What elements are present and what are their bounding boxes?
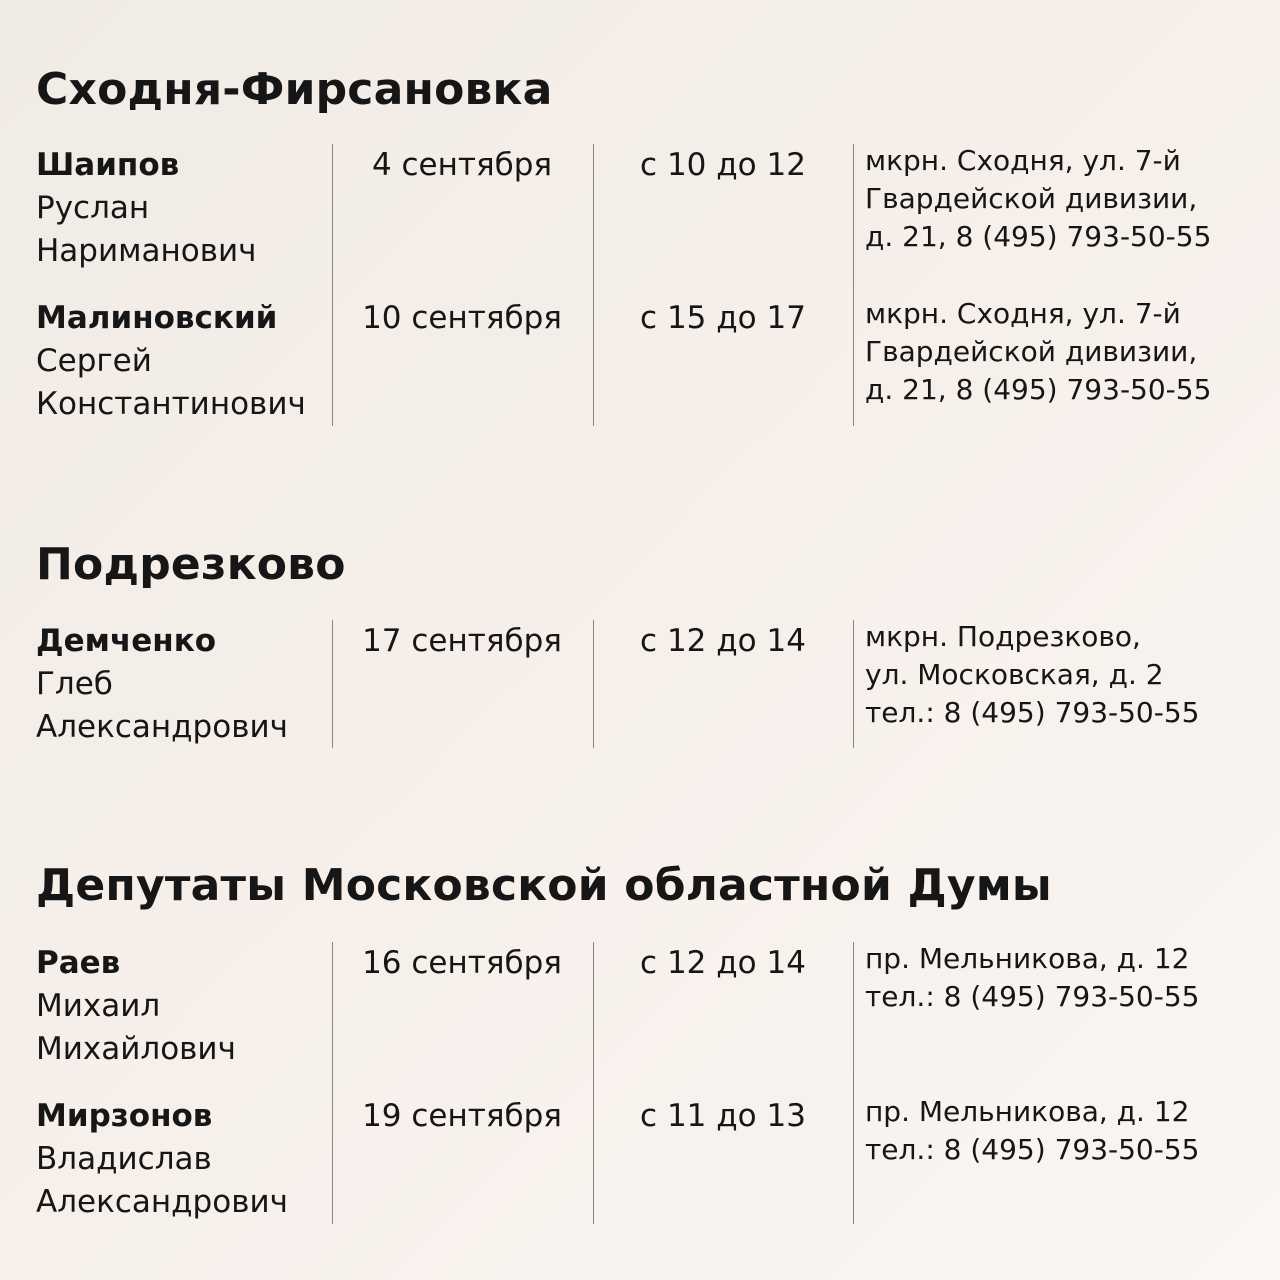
deputy-name [36, 297, 332, 426]
deputy-patronymic: Александрович [36, 1184, 288, 1220]
column-divider [853, 620, 854, 748]
address-line: пр. Мельникова, д. 12 [865, 942, 1190, 975]
deputy-given-name: Руслан [36, 190, 150, 226]
deputy-surname: Шаипов [36, 147, 180, 183]
deputy-patronymic: Александрович [36, 709, 288, 745]
deputy-patronymic: Михайлович [36, 1031, 236, 1067]
deputy-patronymic: Нариманович [36, 233, 257, 269]
reception-address [865, 618, 1245, 732]
deputy-given-name: Глеб [36, 666, 113, 702]
deputy-surname: Демченко [36, 623, 217, 659]
column-divider [853, 942, 854, 1224]
deputy-name [36, 942, 332, 1071]
schedule-entry [36, 942, 1246, 1224]
section-regional-duma-deputies [36, 858, 1246, 1220]
section-podrezkovo [36, 537, 1246, 745]
reception-time: с 10 до 12 [640, 147, 806, 183]
address-line: д. 21, 8 (495) 793-50-55 [865, 220, 1212, 253]
address-line: тел.: 8 (495) 793-50-55 [865, 980, 1200, 1013]
reception-address [865, 1093, 1245, 1169]
reception-date: 10 сентября [362, 300, 562, 336]
deputy-surname: Раев [36, 945, 121, 981]
reception-time: с 12 до 14 [640, 945, 806, 981]
address-line: мкрн. Сходня, ул. 7-й [865, 144, 1181, 177]
reception-time: с 15 до 17 [640, 300, 806, 336]
section-title: Депутаты Московской областной Думы [36, 860, 1052, 911]
column-divider [853, 144, 854, 426]
section-title: Подрезково [36, 539, 346, 590]
reception-date: 4 сентября [371, 147, 553, 183]
reception-date: 16 сентября [362, 945, 562, 981]
reception-address [865, 295, 1245, 409]
deputy-given-name: Владислав [36, 1141, 212, 1177]
address-line: тел.: 8 (495) 793-50-55 [865, 696, 1200, 729]
address-line: пр. Мельникова, д. 12 [865, 1095, 1190, 1128]
address-line: д. 21, 8 (495) 793-50-55 [865, 373, 1212, 406]
address-line: Гвардейской дивизии, [865, 182, 1198, 215]
schedule-entry [36, 620, 1246, 748]
section-title: Сходня-Фирсановка [36, 64, 553, 115]
deputy-surname: Мирзонов [36, 1098, 213, 1134]
reception-time: с 12 до 14 [640, 623, 806, 659]
section-skhodnya-firsanovka [36, 62, 1246, 422]
reception-time: с 11 до 13 [640, 1098, 806, 1134]
deputy-surname: Малиновский [36, 300, 278, 336]
reception-date: 17 сентября [362, 623, 562, 659]
address-line: мкрн. Подрезково, [865, 620, 1141, 653]
deputy-patronymic: Константинович [36, 386, 306, 422]
address-line: тел.: 8 (495) 793-50-55 [865, 1133, 1200, 1166]
deputy-name [36, 1095, 332, 1224]
deputy-given-name: Михаил [36, 988, 161, 1024]
deputy-name [36, 144, 332, 273]
address-line: Гвардейской дивизии, [865, 335, 1198, 368]
deputy-name [36, 620, 332, 749]
address-line: мкрн. Сходня, ул. 7-й [865, 297, 1181, 330]
reception-address [865, 142, 1245, 256]
schedule-entry [36, 144, 1246, 426]
address-line: ул. Московская, д. 2 [865, 658, 1164, 691]
deputy-given-name: Сергей [36, 343, 152, 379]
reception-address [865, 940, 1245, 1016]
reception-date: 19 сентября [362, 1098, 562, 1134]
